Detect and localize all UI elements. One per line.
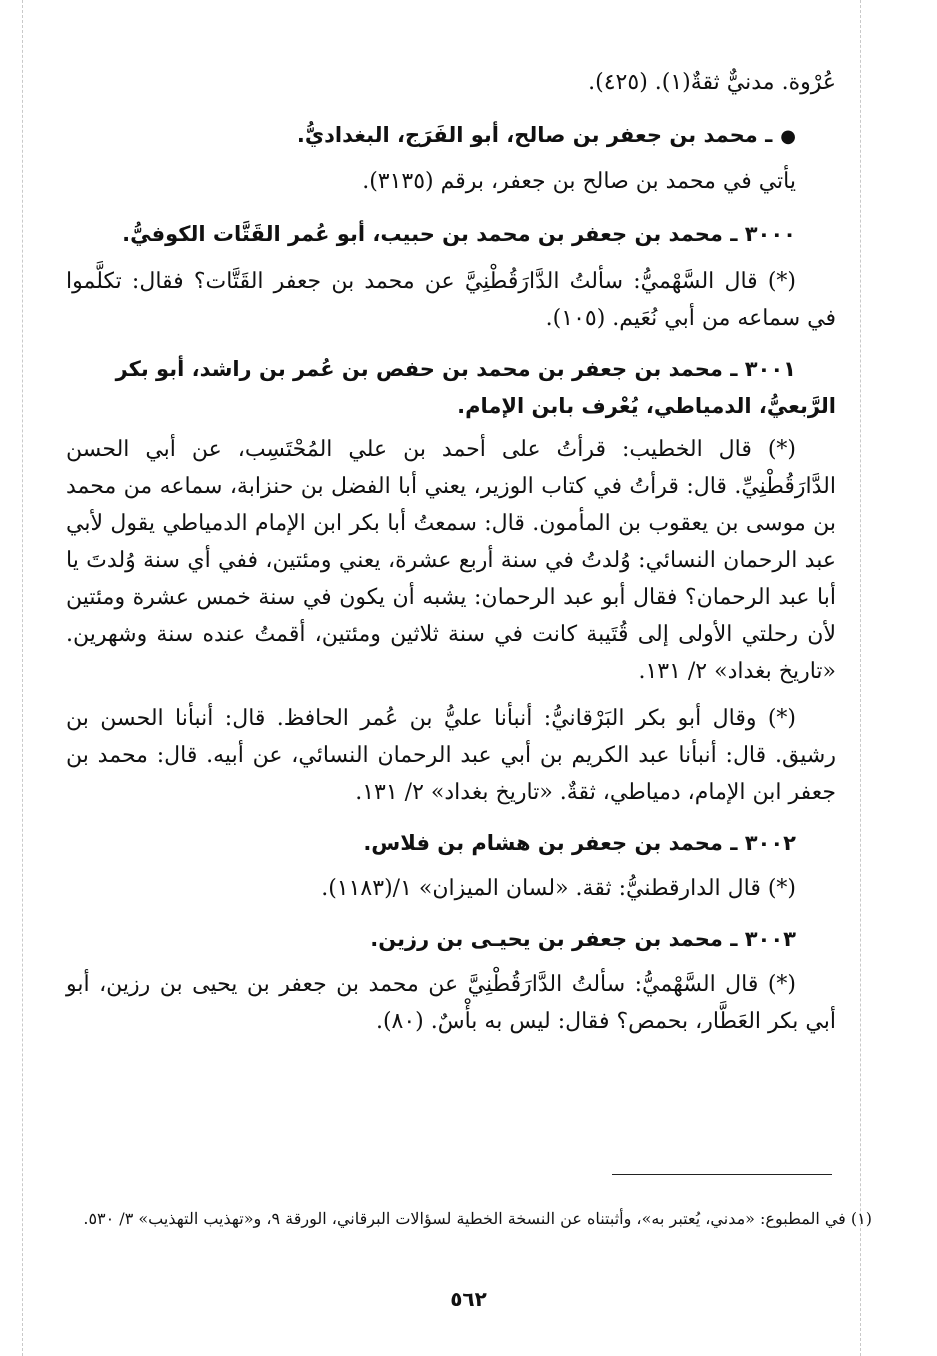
scan-fold-line-left [22,0,23,1356]
page-body [66,64,836,1040]
entry-text-3001-a: (*) قال الخطيب: قرأتُ على أحمد بن علي المُحْتَسِب، عن أبي الحسن الدَّارَقُطْنِيِّ. قال: قرأتُ في كتاب الوزير، يعني أبا الفضل بن حنزابة، سماعه من محمد بن موسى بن يعقوب بن المأمون. قال: سمعتُ أبا بكر ابن الإمام الدمياطي يقول لأبي عبد الرحمان النسائي: وُلدتُ في سنة أربع عشرة، يعني ومئتين، ففي أي سنة وُلدتَ يا أبا عبد الرحمان؟ فقال أبو عبد الرحمان: يشبه أن يكون في سنة خمس عشرة ومئتين لأن رحلتي الأولى إلى قُتَيبة كانت في سنة ثلاثين ومئتين، أقمتُ عنده سنة وشهرين. «تاريخ بغداد» ٢/ ١٣١. [66,437,836,684]
entry-title: ـ محمد بن جعفر بن صالح، أبو الفَرَج، البغداديُّ. [296,123,773,147]
bullet-icon: ● [780,126,796,147]
entry-heading-3000: ٣٠٠٠ ـ محمد بن جعفر بن محمد بن حبيب، أبو عُمر القَتَّات الكوفيُّ. [122,222,796,246]
page-number: ٥٦٢ [450,1287,487,1311]
cross-ref-note: يأتي في محمد بن صالح بن جعفر، برقم (٣١٣٥). [362,169,796,194]
continued-line: عُرْوة. مدنيٌّ ثقةٌ(١). (٤٢٥). [588,70,836,95]
entry-heading-3003: ٣٠٠٣ ـ محمد بن جعفر بن يحيـى بن رزين. [370,927,796,951]
entry-text-3003: (*) قال السَّهْميُّ: سألتُ الدَّارَقُطْنِيَّ عن محمد بن جعفر بن يحيى بن رزين، أبو أبي بكر العَطَّار، بحمص؟ فقال: ليس به بأْسٌ. (٨٠). [66,972,836,1034]
scan-fold-line-right [860,0,861,1356]
entry-text-3001-b: (*) وقال أبو بكر البَرْقانيُّ: أنبأنا عليُّ بن عُمر الحافظ. قال: أنبأنا الحسن بن رشيق. قال: أنبأنا عبد الكريم بن أبي عبد الرحمان النسائي، عن أبيه. قال: محمد بن جعفر ابن الإمام، دمياطي، ثقةٌ. «تاريخ بغداد» ٢/ ١٣١. [66,706,836,805]
footnote-separator [612,1174,832,1175]
entry-heading-3002: ٣٠٠٢ ـ محمد بن جعفر بن هشام بن فلاس. [363,831,796,855]
entry-heading-3001: ٣٠٠١ ـ محمد بن جعفر بن محمد بن حفص بن عُمر بن راشد، أبو بكر الرَّبعيُّ، الدمياطي، يُعْرف بابن الإمام. [115,357,836,418]
entry-text-3002: (*) قال الدارقطنيُّ: ثقة. «لسان الميزان» ١/(١١٨٣). [321,876,796,901]
entry-heading-cross-ref [66,117,836,155]
footnote-1: (١) في المطبوع: «مدني، يُعتبر به»، وأثبتناه عن النسخة الخطية لسؤالات البرقاني، الورقة ٩، و«تهذيب التهذيب» ٣/ ٥٣٠. [83,1209,872,1228]
entry-text-3000: (*) قال السَّهْميُّ: سألتُ الدَّارَقُطْنِيَّ عن محمد بن جعفر القَتَّات؟ فقال: تكلَّموا في سماعه من أبي نُعَيم. (١٠٥). [66,269,836,331]
